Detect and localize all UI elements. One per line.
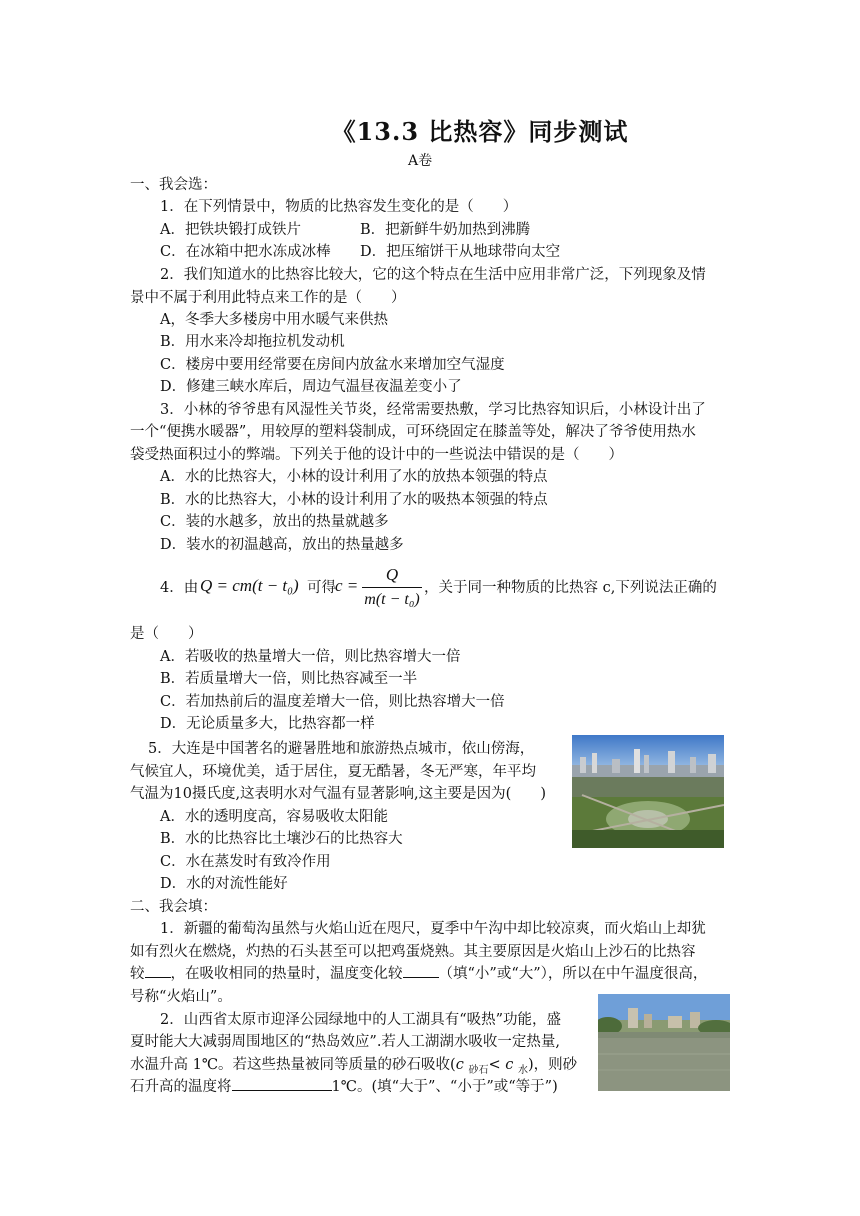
fill-q2-text-c: )，则砂 (527, 1057, 578, 1073)
q1-option-a: A．把铁块锻打成铁片 (160, 222, 301, 238)
fill-q1-text-a: 较 (130, 966, 145, 982)
fill-q1-line2: 如有烈火在燃烧，灼热的石头甚至可以把鸡蛋烧熟。其主要原因是火焰山上沙石的比热容 (130, 944, 696, 960)
q4-fraction-bar (362, 587, 422, 588)
fill-q2-line1: 2．山西省太原市迎泽公园绿地中的人工湖具有“吸热”功能，盛 (160, 1012, 562, 1028)
q5-stem-line3: 气温为10摄氏度,这表明水对气温有显著影响,这主要是因为( ) (130, 786, 546, 802)
fill-q1-line1: 1．新疆的葡萄沟虽然与火焰山近在咫尺，夏季中午沟中却比较凉爽，而火焰山上却犹 (160, 921, 706, 937)
q2-stem-line1: 2．我们知道水的比热容比较大，它的这个特点在生活中应用非常广泛，下列现象及情 (160, 267, 706, 283)
q2-option-d: D．修建三峡水库后，周边气温昼夜温差变小了 (160, 379, 462, 395)
q2-option-b: B．用水来冷却拖拉机发动机 (160, 334, 345, 350)
section1-heading: 一、我会选： (130, 177, 217, 193)
fill-q2-text-a: 水温升高 1℃。若这些热量被同等质量的砂石吸收( (130, 1057, 456, 1073)
page-title: 《13.3 比热容》同步测试 (331, 117, 629, 146)
q4-fraction-numerator: Q (385, 565, 399, 584)
q5-option-b: B．水的比热容比土壤沙石的比热容大 (160, 831, 403, 847)
q1-stem: 1．在下列情景中，物质的比热容发生变化的是（ ） (160, 199, 518, 215)
q4-stem-line2: 是（ ） (130, 626, 203, 642)
q3-option-c: C．装的水越多，放出的热量就越多 (160, 514, 389, 530)
fill-q1-blank-2[interactable] (403, 963, 439, 978)
fill-q2-sub-sand: 砂石 (468, 1064, 489, 1076)
fill-q2-blank[interactable] (232, 1076, 332, 1091)
q3-option-d: D．装水的初温越高，放出的热量越多 (160, 537, 404, 553)
section2-heading: 二、我会填： (130, 899, 217, 915)
q4-option-a: A．若吸收的热量增大一倍，则比热容增大一倍 (160, 649, 461, 665)
q4-formula-lhs: c = (335, 576, 359, 595)
q1-option-b: B．把新鲜牛奶加热到沸腾 (360, 222, 531, 238)
q4-prefix: 4．由 (160, 580, 199, 596)
fill-q2-line2: 夏时能大大减弱周围地区的“热岛效应”.若人工湖湖水吸收一定热量, (130, 1034, 561, 1050)
q4-mid: 可得 (307, 580, 336, 596)
q5-option-d: D．水的对流性能好 (160, 876, 288, 892)
q4-fraction-denominator: m(t − t₀) (364, 591, 420, 608)
dalian-city-photo (572, 735, 724, 848)
q1-option-d: D．把压缩饼干从地球带向太空 (360, 244, 561, 260)
q4-option-c: C．若加热前后的温度差增大一倍，则比热容增大一倍 (160, 694, 505, 710)
q4-formula-heat: Q = cm(t − t₀) (200, 576, 299, 595)
q5-option-c: C．水在蒸发时有致冷作用 (160, 854, 331, 870)
q3-stem-line3: 袋受热面积过小的弊端。下列关于他的设计中的一些说法中错误的是（ ） (130, 447, 623, 463)
q2-option-a: A，冬季大多楼房中用水暖气来供热 (160, 312, 388, 328)
fill-q1-blank-1[interactable] (145, 963, 171, 978)
fill-q2-text-lt: < (488, 1057, 506, 1073)
fill-q2-line3: 水温升高 1℃。若这些热量被同等质量的砂石吸收(c $_{砂石}$< c $_水$)，则砂 (130, 1057, 578, 1076)
fill-q1-line4: 号称“火焰山”。 (130, 989, 232, 1005)
fill-q2-text-d: 石升高的温度将 (130, 1079, 232, 1095)
q4-option-b: B．若质量增大一倍，则比热容减至一半 (160, 671, 418, 687)
q5-stem-line2: 气候宜人，环境优美，适于居住，夏无酷暑，冬无严寒，年平均 (130, 764, 536, 780)
q5-stem-line1: 5．大连是中国著名的避暑胜地和旅游热点城市，依山傍海， (148, 741, 535, 757)
q2-stem-line2: 景中不属于利用此特点来工作的是（ ） (130, 290, 406, 306)
fill-q1-text-b: ，在吸收相同的热量时，温度变化较 (170, 966, 403, 982)
fill-q2-line4 (130, 1076, 558, 1098)
lake-photo (598, 994, 730, 1091)
q2-option-c: C．楼房中要用经常要在房间内放盆水来增加空气湿度 (160, 357, 505, 373)
q3-option-a: A．水的比热容大，小林的设计利用了水的放热本领强的特点 (160, 469, 548, 485)
q4-option-d: D．无论质量多大，比热容都一样 (160, 716, 375, 732)
q3-option-b: B．水的比热容大，小林的设计利用了水的吸热本领强的特点 (160, 492, 548, 508)
fill-q1-text-c: （填“小”或“大”），所以在中午温度很高， (438, 966, 708, 982)
q1-option-c: C．在冰箱中把水冻成冰棒 (160, 244, 331, 260)
q5-option-a: A．水的透明度高，容易吸收太阳能 (160, 809, 388, 825)
q4-fraction (362, 564, 422, 611)
q4-suffix: ，关于同一种物质的比热容 c,下列说法正确的 (424, 580, 717, 596)
fill-q2-text-e: 1℃。(填“大于”、“小于”或“等于”) (331, 1079, 558, 1095)
fill-q1-line3 (130, 963, 707, 985)
q3-stem-line2: 一个“便携水暖器”，用较厚的塑料袋制成，可环绕固定在膝盖等处，解决了爷爷使用热水 (130, 424, 696, 440)
q3-stem-line1: 3．小林的爷爷患有风湿性关节炎，经常需要热敷，学习比热容知识后，小林设计出了 (160, 402, 706, 418)
fill-q2-sub-water: 水 (517, 1064, 528, 1076)
volume-label: A卷 (408, 153, 433, 169)
